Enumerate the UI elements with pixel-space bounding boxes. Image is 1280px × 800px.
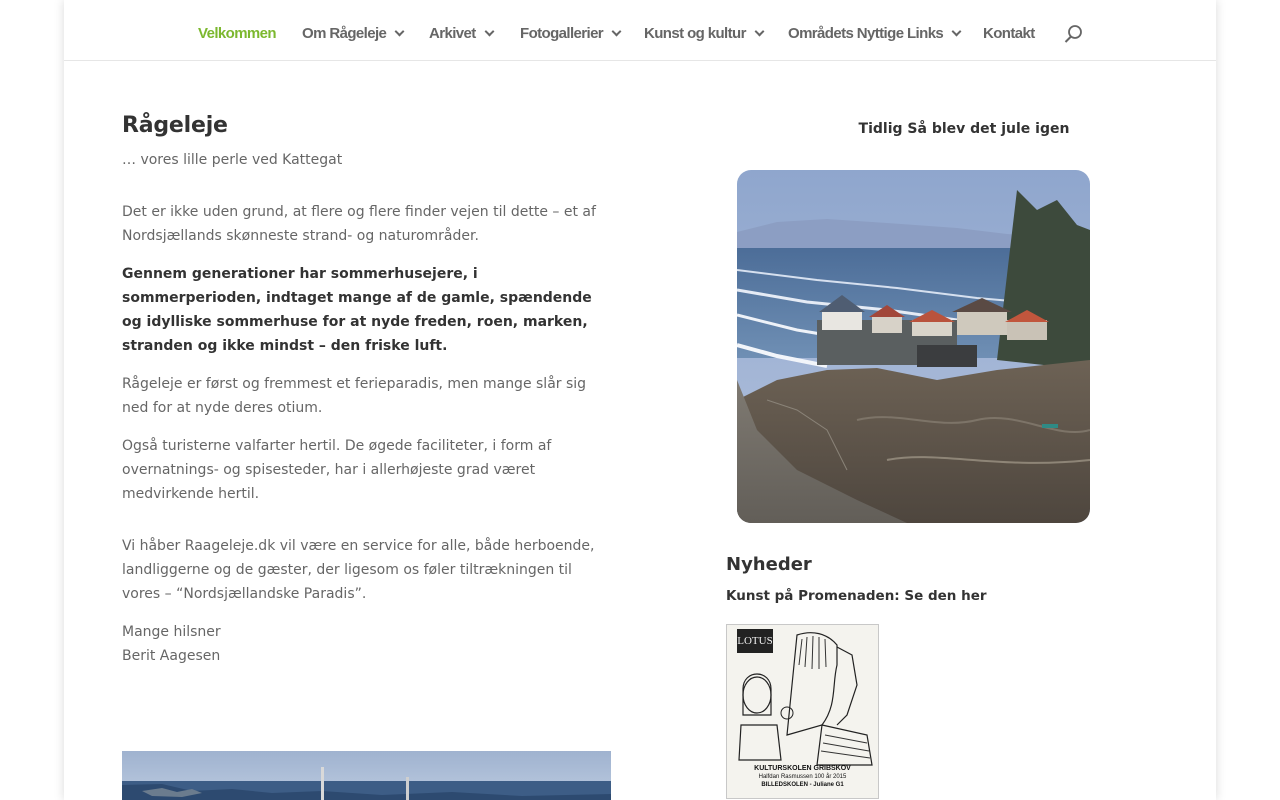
chevron-down-icon <box>395 26 405 36</box>
chevron-down-icon <box>754 26 764 36</box>
news-heading: Nyheder <box>726 554 812 575</box>
nav-item-label: Områdets Nyttige Links <box>788 24 944 42</box>
coast-photo-bottom <box>122 751 611 800</box>
poster-logo: LOTUS <box>737 629 773 653</box>
page-container <box>64 0 1216 800</box>
sidebar-heading: Tidlig Så blev det jule igen <box>858 121 1070 137</box>
site-header <box>64 0 1216 61</box>
search-icon[interactable] <box>1064 24 1084 44</box>
body-paragraph: Vi håber Raageleje.dk vil være en service for alle, både herboende, landliggerne og de gæster, der ligesom os føler tiltrækningen til vores – “Nordsjællandske Paradis”. <box>122 538 595 602</box>
bold-paragraph: Gennem generationer har sommerhusejere, i sommerperioden, indtaget mange af de gamle, spændende og idylliske sommerhuse for at nyde freden, roen, marken, stranden og ikke mindst – den friske luft. <box>122 266 592 354</box>
nav-item-label: Fotogallerier <box>520 24 604 42</box>
nav-item-velkommen[interactable] <box>198 22 276 44</box>
main-content <box>122 108 614 668</box>
nav-item-om-rageleje[interactable] <box>302 22 403 44</box>
intro-paragraph: Det er ikke uden grund, at flere og flere finder vejen til dette – et af Nordsjællands skønneste strand- og naturområder. <box>122 204 596 244</box>
page-title: Rågeleje <box>122 113 228 138</box>
nav-item-kontakt[interactable] <box>983 22 1035 44</box>
body-paragraph: Også turisterne valfarter hertil. De øgede faciliteter, i form af overnatnings- og spisesteder, har i allerhøjeste grad været medvirkende hertil. <box>122 438 552 502</box>
nav-item-fotogallerier[interactable] <box>520 22 620 44</box>
chevron-down-icon <box>952 26 962 36</box>
nav-item-kunst-og-kultur[interactable] <box>644 22 763 44</box>
signature-text: Berit Aagesen <box>122 648 221 664</box>
poster-line-1: KULTURSKOLEN GRIBSKOV <box>754 765 851 772</box>
nav-item-label: Om Rågeleje <box>302 24 387 42</box>
page-tagline: … vores lille perle ved Kattegat <box>122 152 343 168</box>
body-paragraph: Rågeleje er først og fremmest et ferieparadis, men mange slår sig ned for at nyde deres otium. <box>122 376 587 416</box>
signoff-text: Mange hilsner <box>122 624 221 640</box>
poster-image[interactable] <box>726 624 879 799</box>
nav-item-label: Kontakt <box>983 24 1035 42</box>
poster-line-2: Halfdan Rasmussen 100 år 2015 <box>758 774 847 780</box>
sidebar <box>726 108 1106 788</box>
nav-item-arkivet[interactable] <box>429 22 493 44</box>
drawing-illustration <box>727 625 878 798</box>
chevron-down-icon <box>612 26 622 36</box>
nav-item-label: Arkivet <box>429 24 476 42</box>
nav-item-label: Kunst og kultur <box>644 24 746 42</box>
chevron-down-icon <box>484 26 494 36</box>
nav-item-label: Velkommen <box>198 24 276 42</box>
poster-line-3: BILLEDSKOLEN - Juliane G1 <box>761 782 844 788</box>
nav-item-omradets-links[interactable] <box>788 22 960 44</box>
news-link[interactable]: Kunst på Promenaden: Se den her <box>726 588 987 604</box>
coast-photo <box>737 170 1090 523</box>
